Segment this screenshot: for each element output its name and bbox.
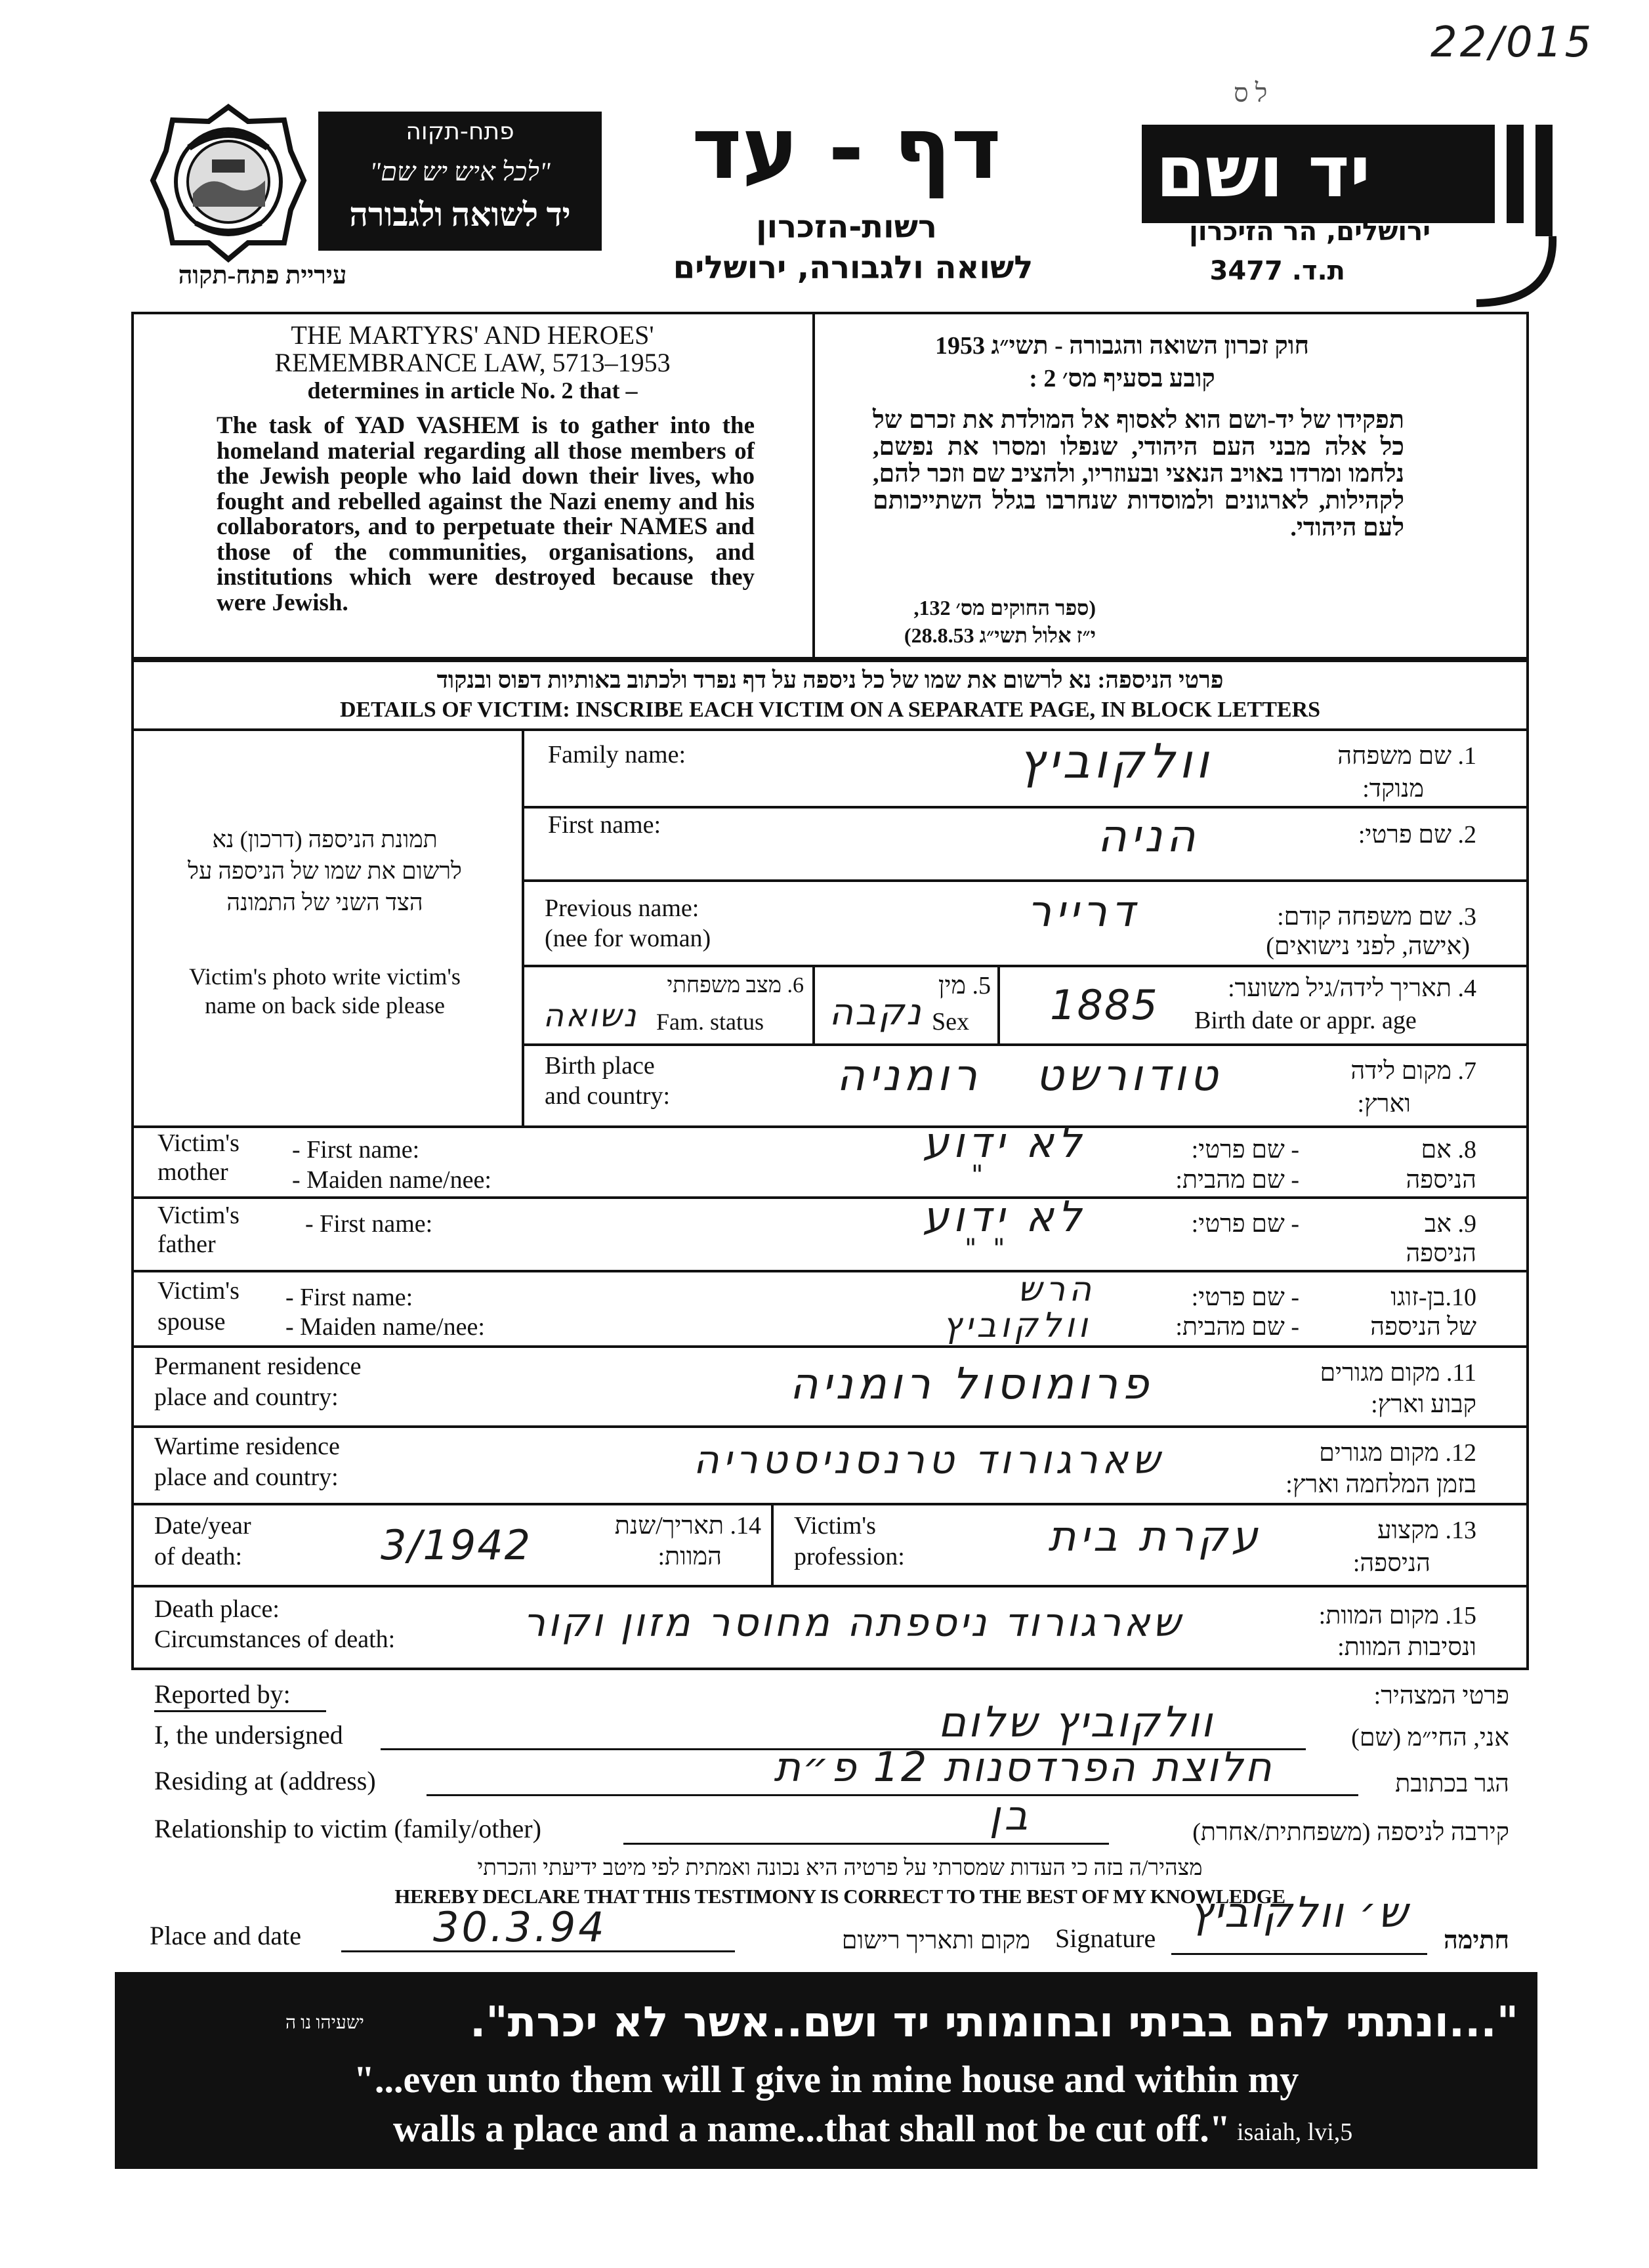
address-value: חלוצת הפרדסנות 12 פ״ת <box>774 1743 1274 1791</box>
signature-value: ש׳ וולקוביץ <box>1189 1889 1409 1937</box>
petah-tikva-label <box>318 112 602 251</box>
f9-en-label: Victim's <box>157 1202 240 1229</box>
f11-value: פרומוסול רומניה <box>789 1358 1153 1409</box>
f10-he-first-label: - שם פרטי: <box>1191 1284 1299 1311</box>
relation-en-label: Relationship to victim (family/other) <box>154 1814 541 1843</box>
law-en-title-2: REMEMBRANCE LAW, 5713–1953 <box>274 348 671 377</box>
f1-he-label: 1. שם משפחה <box>1337 742 1476 770</box>
law-he-title-1: חוק זכרון השואה והגבורה - תשי״ג 1953 <box>935 332 1309 360</box>
place-date-en-label: Place and date <box>150 1921 301 1950</box>
pt-city: פתח-תקוה <box>406 118 514 145</box>
footer-he-quote: "...ונתתי להם בביתי ובחומותי יד ושם..אשר לא יכרת". <box>469 1998 1519 2047</box>
f15-he-label: 15. מקום המוות: <box>1318 1602 1476 1629</box>
f12-en-label: Wartime residence <box>154 1433 340 1460</box>
f11-he-label: 11. מקום מגורים <box>1320 1359 1476 1387</box>
f10-first-label: - First name: <box>285 1284 413 1311</box>
footer-en-ref: isaiah, lvi,5 <box>1237 2118 1353 2146</box>
f7-he-label-2: וארץ: <box>1357 1090 1411 1118</box>
f12-en-label-2: place and country: <box>154 1463 339 1491</box>
f10-en-label: Victim's <box>157 1277 240 1305</box>
yv-pobox: ת.ד. 3477 <box>1209 256 1345 286</box>
f13-en-label-2: profession: <box>794 1543 905 1570</box>
f9-he-first-label: - שם פרטי: <box>1191 1210 1299 1238</box>
f8-en-label-2: mother <box>157 1158 228 1186</box>
relation-he-label: קירבה לניספה (משפחתית/אחרת) <box>1192 1818 1509 1846</box>
pt-yadvashem: יד לשואה ולגבורה <box>349 196 571 233</box>
f2-value: הניה <box>1097 810 1200 862</box>
f3-value: דרייר <box>1026 886 1139 936</box>
f9-first-label: - First name: <box>305 1210 433 1238</box>
f13-en-label: Victim's <box>794 1512 876 1540</box>
page-title: דף - עד <box>692 98 1001 198</box>
photo-he-instructions: תמונת הניספה (דרכון) נא לרשום את שמו של הניספה על הצד השני של התמונה <box>188 826 462 915</box>
f3-en-label-2: (nee for woman) <box>545 925 711 952</box>
f7-value-city: טודורשט <box>1035 1050 1222 1101</box>
footer-he-ref: ישעיהו נו ה <box>285 2013 364 2033</box>
footer-en-quote-1: "...even unto them will I give in mine house and within my <box>353 2058 1299 2101</box>
address-he-label: הגר בכתובת <box>1395 1770 1509 1797</box>
f8-value: לא ידוע <box>922 1119 1086 1167</box>
f6-en-label: Fam. status <box>656 1009 764 1035</box>
undersigned-he-label: אני, החי״מ (שם) <box>1351 1724 1509 1752</box>
f10-value: הרש <box>1017 1270 1096 1309</box>
f8-he-first-label: - שם פרטי: <box>1191 1136 1299 1164</box>
f5-value: נקבה <box>829 991 923 1034</box>
f14-he-label: 14. תאריך/שנת <box>614 1512 761 1540</box>
undersigned-en-label: I, the undersigned <box>154 1720 343 1750</box>
f9-he-label-2: הניספה <box>1406 1240 1476 1267</box>
f14-en-label-2: of death: <box>154 1543 243 1570</box>
f12-he-label: 12. מקום מגורים <box>1319 1439 1476 1467</box>
menorah-icon <box>1378 112 1575 308</box>
f15-value: שארגורוד ניספתה מחוסר מזון וקור <box>523 1600 1183 1646</box>
subtitle-2: לשואה ולגבורה, ירושלים <box>673 249 1033 286</box>
f14-value: 3/1942 <box>381 1521 532 1569</box>
details-he-heading: פרטי הניספה: נא לרשום את שמו של כל ניספה על דף נפרד ולכתוב באותיות דפוס ובנקוד <box>436 667 1224 693</box>
f10-he-label: 10.בן-זוגו <box>1390 1284 1476 1311</box>
f13-he-label-2: הניספה: <box>1352 1549 1430 1577</box>
f10-en-label-2: spouse <box>157 1308 226 1335</box>
f1-en-label: Family name: <box>548 741 686 768</box>
law-en-title-1: THE MARTYRS' AND HEROES' <box>291 320 654 350</box>
f8-maiden-label: - Maiden name/nee: <box>292 1166 491 1194</box>
f4-value: 1885 <box>1050 981 1159 1029</box>
subtitle-1: רשות-הזכרון <box>756 209 937 245</box>
f15-en-label-2: Circumstances of death: <box>154 1626 396 1653</box>
f7-he-label: 7. מקום לידה <box>1350 1057 1476 1085</box>
f1-value: וולקוביץ <box>1018 734 1213 789</box>
f9-value: לא ידוע <box>922 1193 1086 1242</box>
f10-maiden-label: - Maiden name/nee: <box>285 1313 485 1341</box>
reporter-en-title: Reported by: <box>154 1679 291 1709</box>
law-he-body: תפקידו של יד-ושם הוא לאסוף אל המולדת את זכרם של כל אלה מבני העם היהודי, שנפלו ומסרו את נפשם, נלחמו ומרדו באויב הנאצי ובעוזריו, ולהציב שם וזכר להם, לקהילות, לארגונים ולמוסדות שנחרבו בגלל השתייכותם לעם היהודי. <box>873 406 1404 541</box>
pt-municipality: עיריית פתח-תקוה <box>178 262 347 289</box>
f2-en-label: First name: <box>548 811 661 839</box>
law-he-source-2: י״ז אלול תשי״ג 28.8.53) <box>904 623 1096 647</box>
f8-he-label: 8. אם <box>1421 1136 1476 1164</box>
f10-value-2: וולקוביץ <box>942 1306 1092 1345</box>
f9-value-ditto: " " <box>965 1234 1009 1264</box>
f7-value-country: רומניה <box>836 1050 982 1101</box>
f15-he-label-2: ונסיבות המוות: <box>1337 1633 1476 1661</box>
f4-he-label: 4. תאריך לידה/גיל משוער: <box>1228 975 1476 1002</box>
declaration-en: HEREBY DECLARE THAT THIS TESTIMONY IS CORRECT TO THE BEST OF MY KNOWLEDGE <box>394 1885 1285 1908</box>
f13-he-label: 13. מקצוע <box>1377 1517 1476 1544</box>
f7-en-label: Birth place <box>545 1052 655 1080</box>
pt-motto: "לכל איש יש שם" <box>369 157 551 186</box>
f12-he-label-2: בזמן המלחמה וארץ: <box>1285 1471 1476 1498</box>
document-number: 22/015 <box>1430 18 1595 67</box>
f11-en-label: Permanent residence <box>154 1353 362 1380</box>
place-date-he-label: מקום ותאריך רישום <box>841 1927 1030 1954</box>
f6-value: נשואה <box>543 998 638 1034</box>
f14-he-label-2: המוות: <box>658 1543 722 1570</box>
f3-he-label: 3. שם משפחה קודם: <box>1277 903 1476 931</box>
law-he-source-1: (ספר החוקים מס׳ 132, <box>913 596 1096 620</box>
f3-he-label-2: (אישה, לפני נישואים) <box>1266 933 1470 960</box>
address-en-label: Residing at (address) <box>154 1766 376 1796</box>
f2-he-label: 2. שם פרטי: <box>1358 821 1476 849</box>
yv-logo-text: יד ושם <box>1156 131 1371 213</box>
f11-en-label-2: place and country: <box>154 1383 339 1411</box>
f8-he-maiden-label: - שם מהבית: <box>1175 1166 1299 1194</box>
law-en-title <box>144 322 801 404</box>
f10-he-maiden-label: - שם מהבית: <box>1175 1313 1299 1341</box>
law-en-title-3: determines in article No. 2 that – <box>307 377 638 404</box>
law-en-body: The task of YAD VASHEM is to gather into the homeland material regarding all those members of the Jewish people who laid down their lives, who fought and rebelled against the Nazi enemy and his collaborators, and to perpetuate their NAMES and those of the communities, organisations, and institutions which were destroyed because they were Jewish. <box>217 412 755 616</box>
footer-en-quote-2: walls a place and a name...that shall not be cut off." <box>392 2107 1230 2150</box>
f9-en-label-2: father <box>157 1230 216 1258</box>
f3-en-label: Previous name: <box>545 894 699 922</box>
law-he-title-2: קובע בסעיף מס׳ 2 : <box>1029 365 1215 392</box>
f5-he-label: 5. מין <box>938 972 991 999</box>
f8-he-label-2: הניספה <box>1406 1166 1476 1194</box>
undersigned-value: וולקוביץ שלום <box>938 1698 1215 1747</box>
yv-address: ירושלים, הר הזיכרון <box>1189 217 1430 247</box>
f8-value-ditto: " <box>971 1160 988 1190</box>
f8-en-label: Victim's <box>157 1129 240 1157</box>
footer-banner <box>115 1972 1537 2169</box>
signature-en-label: Signature <box>1055 1923 1156 1953</box>
f7-en-label-2: and country: <box>545 1082 671 1110</box>
f8-first-label: - First name: <box>292 1136 420 1164</box>
f4-en-label: Birth date or appr. age <box>1194 1007 1417 1034</box>
f13-value: עקרת בית <box>1048 1513 1262 1561</box>
f1-he-label-2: מנוקד: <box>1362 775 1424 803</box>
place-date-value: 30.3.94 <box>433 1903 607 1951</box>
declaration-he: מצהיר/ה בזה כי העדות שמסרתי על פרטיה היא נכונה ואמתית לפי מיטב ידיעתי והכרתי <box>477 1856 1203 1880</box>
f9-he-label: 9. אב <box>1424 1210 1476 1238</box>
f12-value: שארגורוד טרנסניסטריה <box>693 1437 1164 1483</box>
f11-he-label-2: קבוע וארץ: <box>1371 1391 1476 1418</box>
signature-he-label: חתימה <box>1443 1927 1509 1954</box>
relation-value: בן <box>989 1792 1032 1839</box>
f14-en-label: Date/year <box>154 1512 251 1540</box>
f10-he-label-2: של הניספה <box>1370 1313 1476 1341</box>
f15-en-label: Death place: <box>154 1595 280 1623</box>
reporter-he-title: פרטי המצהיר: <box>1373 1682 1509 1710</box>
f6-he-label: 6. מצב משפחתי <box>667 973 804 998</box>
stamp-marks: ל ס <box>1234 78 1268 108</box>
photo-en-instructions: Victim's photo write victim's name on back side please <box>189 963 461 1018</box>
f5-en-label: Sex <box>932 1008 969 1036</box>
details-en-heading: DETAILS OF VICTIM: INSCRIBE EACH VICTIM ON A SEPARATE PAGE, IN BLOCK LETTERS <box>339 698 1321 722</box>
petah-tikva-emblem-icon <box>150 102 307 266</box>
